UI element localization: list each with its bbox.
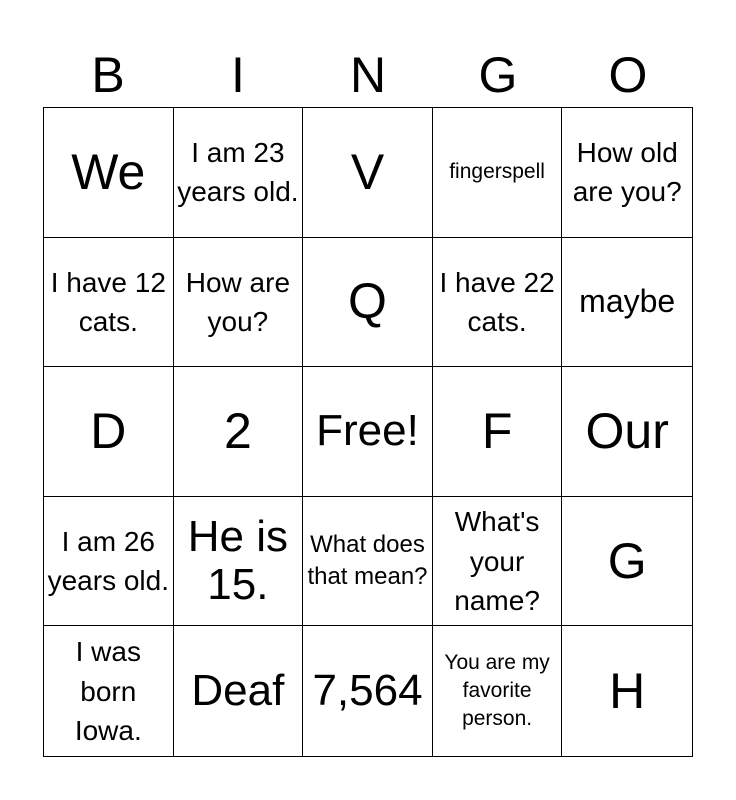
bingo-cell[interactable]: H [609,662,646,719]
bingo-cell[interactable]: Deaf [174,626,304,756]
bingo-cell[interactable]: G [562,497,692,627]
bingo-cell[interactable]: fingerspell [433,108,563,238]
bingo-cell[interactable]: He is 15. [174,497,304,627]
bingo-board [43,107,693,757]
header-letter-i: I [231,47,245,103]
free-space[interactable]: Free! [303,367,433,497]
bingo-cell[interactable]: We [44,108,174,238]
bingo-cell[interactable]: I am 26 years old. [44,497,174,627]
header-letter-b: B [91,47,125,103]
bingo-cell[interactable]: How old are you? [562,108,692,238]
header-letter-n: N [349,47,387,103]
bingo-cell[interactable]: 7,564 [303,626,433,756]
bingo-cell[interactable]: D [44,367,174,497]
bingo-cell[interactable]: V [303,108,433,238]
bingo-cell[interactable]: I have 12 cats. [44,238,174,368]
bingo-cell[interactable]: I was born Iowa. [44,626,174,756]
bingo-cell[interactable]: What's your name? [433,497,563,627]
bingo-cell[interactable]: I am 23 years old. [174,108,304,238]
bingo-cell[interactable]: 2 [174,367,304,497]
bingo-cell[interactable]: F [433,367,563,497]
bingo-cell[interactable]: maybe [562,238,692,368]
bingo-header [43,44,693,106]
bingo-cell[interactable]: You are my favorite person. [433,626,563,756]
header-letter-g: G [478,47,518,103]
bingo-cell[interactable]: Our [562,367,692,497]
bingo-cell[interactable]: What does that mean? [303,497,433,627]
bingo-cell[interactable]: I have 22 cats. [433,238,563,368]
header-letter-o: O [608,47,648,103]
bingo-cell[interactable]: How are you? [174,238,304,368]
bingo-cell[interactable]: Q [303,238,433,368]
